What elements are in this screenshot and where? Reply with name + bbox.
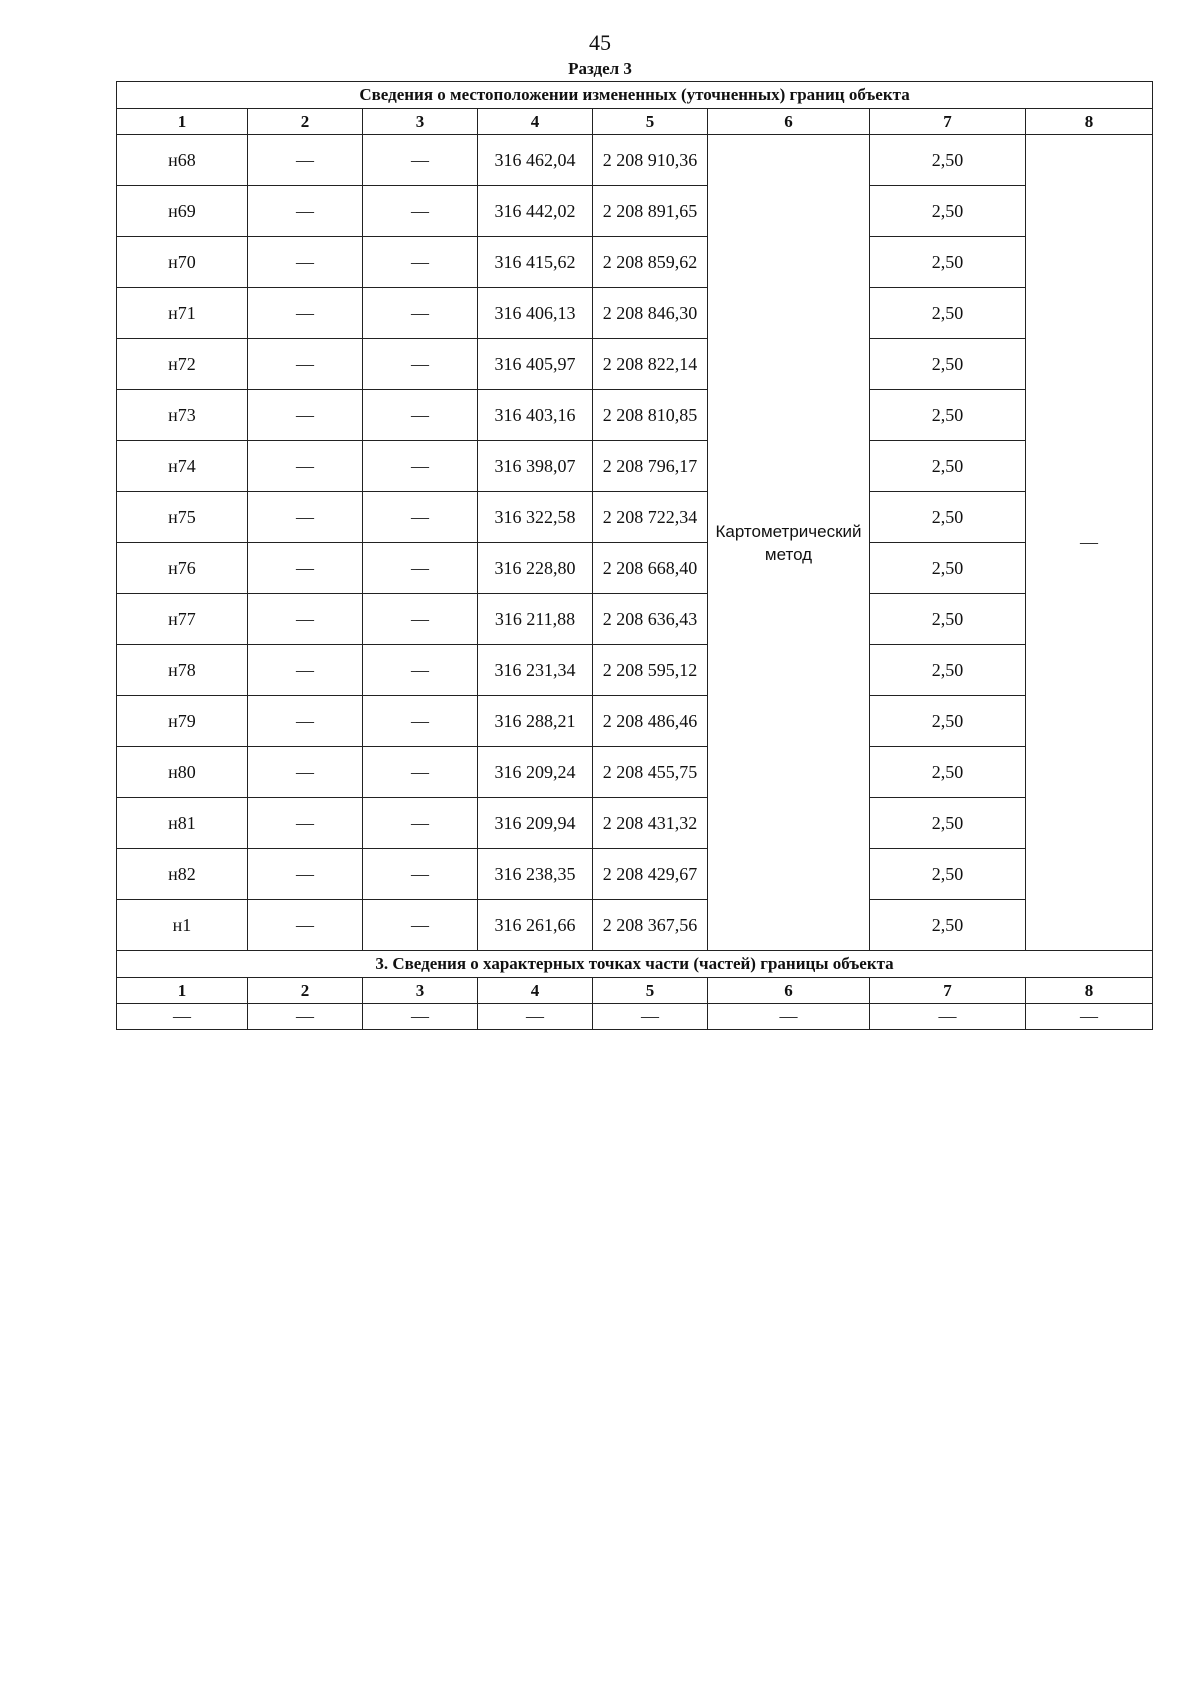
table-row	[117, 696, 1153, 747]
col2-cell: —	[248, 798, 363, 849]
column-header-row	[117, 109, 1153, 135]
y-coordinate-cell: 2 208 367,56	[593, 900, 708, 951]
point-cell: н73	[117, 390, 248, 441]
col3-cell: —	[363, 747, 478, 798]
table-row	[117, 390, 1153, 441]
table-row	[117, 849, 1153, 900]
accuracy-cell: 2,50	[870, 441, 1026, 492]
point-cell: н79	[117, 696, 248, 747]
col3-cell: —	[363, 135, 478, 186]
y-coordinate-cell: 2 208 455,75	[593, 747, 708, 798]
subsection-cell: —	[478, 1004, 593, 1030]
x-coordinate-cell: 316 405,97	[478, 339, 593, 390]
y-coordinate-cell: 2 208 910,36	[593, 135, 708, 186]
page-number: 45	[589, 30, 611, 55]
col3-cell: —	[363, 441, 478, 492]
x-coordinate-cell: 316 288,21	[478, 696, 593, 747]
subsection-title: 3. Сведения о характерных точках части (частей) границы объекта	[117, 951, 1153, 978]
subsection-cell: —	[708, 1004, 870, 1030]
subsection-header-8: 8	[1026, 978, 1153, 1004]
col2-cell: —	[248, 645, 363, 696]
column-header-5: 5	[593, 109, 708, 135]
col3-cell: —	[363, 849, 478, 900]
table-row	[117, 645, 1153, 696]
y-coordinate-cell: 2 208 431,32	[593, 798, 708, 849]
subsection-cell: —	[363, 1004, 478, 1030]
table-row	[117, 339, 1153, 390]
point-cell: н75	[117, 492, 248, 543]
y-coordinate-cell: 2 208 486,46	[593, 696, 708, 747]
col2-cell: —	[248, 237, 363, 288]
x-coordinate-cell: 316 406,13	[478, 288, 593, 339]
point-cell: н80	[117, 747, 248, 798]
col3-cell: —	[363, 339, 478, 390]
accuracy-cell: 2,50	[870, 849, 1026, 900]
table-row	[117, 441, 1153, 492]
col2-cell: —	[248, 849, 363, 900]
y-coordinate-cell: 2 208 668,40	[593, 543, 708, 594]
table-row	[117, 135, 1153, 186]
col3-cell: —	[363, 645, 478, 696]
x-coordinate-cell: 316 261,66	[478, 900, 593, 951]
x-coordinate-cell: 316 228,80	[478, 543, 593, 594]
col2-cell: —	[248, 900, 363, 951]
point-cell: н74	[117, 441, 248, 492]
column-header-8: 8	[1026, 109, 1153, 135]
y-coordinate-cell: 2 208 891,65	[593, 186, 708, 237]
col3-cell: —	[363, 492, 478, 543]
x-coordinate-cell: 316 238,35	[478, 849, 593, 900]
col2-cell: —	[248, 390, 363, 441]
table-title: Сведения о местоположении измененных (уточненных) границ объекта	[117, 82, 1153, 109]
table-row	[117, 798, 1153, 849]
x-coordinate-cell: 316 403,16	[478, 390, 593, 441]
point-cell: н82	[117, 849, 248, 900]
y-coordinate-cell: 2 208 722,34	[593, 492, 708, 543]
subsection-row	[117, 1004, 1153, 1030]
subsection-header-2: 2	[248, 978, 363, 1004]
col3-cell: —	[363, 543, 478, 594]
x-coordinate-cell: 316 462,04	[478, 135, 593, 186]
y-coordinate-cell: 2 208 636,43	[593, 594, 708, 645]
point-cell: н76	[117, 543, 248, 594]
accuracy-cell: 2,50	[870, 237, 1026, 288]
y-coordinate-cell: 2 208 859,62	[593, 237, 708, 288]
point-cell: н70	[117, 237, 248, 288]
point-cell: н68	[117, 135, 248, 186]
point-cell: н1	[117, 900, 248, 951]
point-cell: н77	[117, 594, 248, 645]
accuracy-cell: 2,50	[870, 492, 1026, 543]
y-coordinate-cell: 2 208 796,17	[593, 441, 708, 492]
point-cell: н71	[117, 288, 248, 339]
subsection-header-4: 4	[478, 978, 593, 1004]
col8-cell: —	[1026, 135, 1153, 951]
col3-cell: —	[363, 900, 478, 951]
column-header-4: 4	[478, 109, 593, 135]
col2-cell: —	[248, 594, 363, 645]
column-header-7: 7	[870, 109, 1026, 135]
subsection-header-5: 5	[593, 978, 708, 1004]
accuracy-cell: 2,50	[870, 543, 1026, 594]
accuracy-cell: 2,50	[870, 135, 1026, 186]
col2-cell: —	[248, 492, 363, 543]
column-header-6: 6	[708, 109, 870, 135]
subsection-cell: —	[248, 1004, 363, 1030]
col2-cell: —	[248, 441, 363, 492]
table-row	[117, 543, 1153, 594]
y-coordinate-cell: 2 208 822,14	[593, 339, 708, 390]
col2-cell: —	[248, 186, 363, 237]
col3-cell: —	[363, 696, 478, 747]
subsection-header-1: 1	[117, 978, 248, 1004]
accuracy-cell: 2,50	[870, 645, 1026, 696]
point-cell: н78	[117, 645, 248, 696]
subsection-header-6: 6	[708, 978, 870, 1004]
x-coordinate-cell: 316 209,94	[478, 798, 593, 849]
subsection-header-7: 7	[870, 978, 1026, 1004]
subsection-header-3: 3	[363, 978, 478, 1004]
x-coordinate-cell: 316 415,62	[478, 237, 593, 288]
table-row	[117, 186, 1153, 237]
y-coordinate-cell: 2 208 846,30	[593, 288, 708, 339]
column-header-1: 1	[117, 109, 248, 135]
col3-cell: —	[363, 237, 478, 288]
y-coordinate-cell: 2 208 429,67	[593, 849, 708, 900]
accuracy-cell: 2,50	[870, 594, 1026, 645]
col3-cell: —	[363, 288, 478, 339]
subsection-cell: —	[1026, 1004, 1153, 1030]
col2-cell: —	[248, 339, 363, 390]
accuracy-cell: 2,50	[870, 747, 1026, 798]
accuracy-cell: 2,50	[870, 798, 1026, 849]
point-cell: н69	[117, 186, 248, 237]
col2-cell: —	[248, 135, 363, 186]
x-coordinate-cell: 316 209,24	[478, 747, 593, 798]
table-row	[117, 900, 1153, 951]
accuracy-cell: 2,50	[870, 390, 1026, 441]
x-coordinate-cell: 316 442,02	[478, 186, 593, 237]
column-header-2: 2	[248, 109, 363, 135]
table-row	[117, 747, 1153, 798]
x-coordinate-cell: 316 398,07	[478, 441, 593, 492]
y-coordinate-cell: 2 208 595,12	[593, 645, 708, 696]
accuracy-cell: 2,50	[870, 696, 1026, 747]
x-coordinate-cell: 316 322,58	[478, 492, 593, 543]
table-row	[117, 288, 1153, 339]
col3-cell: —	[363, 390, 478, 441]
table-row	[117, 492, 1153, 543]
boundary-table	[116, 81, 1153, 1030]
col2-cell: —	[248, 543, 363, 594]
column-header-3: 3	[363, 109, 478, 135]
x-coordinate-cell: 316 211,88	[478, 594, 593, 645]
subsection-cell: —	[593, 1004, 708, 1030]
method-cell: Картометрический метод	[708, 135, 870, 951]
accuracy-cell: 2,50	[870, 288, 1026, 339]
col2-cell: —	[248, 747, 363, 798]
table-row	[117, 594, 1153, 645]
accuracy-cell: 2,50	[870, 900, 1026, 951]
y-coordinate-cell: 2 208 810,85	[593, 390, 708, 441]
col3-cell: —	[363, 798, 478, 849]
x-coordinate-cell: 316 231,34	[478, 645, 593, 696]
col2-cell: —	[248, 696, 363, 747]
accuracy-cell: 2,50	[870, 339, 1026, 390]
point-cell: н72	[117, 339, 248, 390]
col3-cell: —	[363, 186, 478, 237]
col2-cell: —	[248, 288, 363, 339]
subsection-cell: —	[117, 1004, 248, 1030]
accuracy-cell: 2,50	[870, 186, 1026, 237]
col3-cell: —	[363, 594, 478, 645]
subsection-header-row	[117, 978, 1153, 1004]
subsection-cell: —	[870, 1004, 1026, 1030]
point-cell: н81	[117, 798, 248, 849]
table-row	[117, 237, 1153, 288]
section-title: Раздел 3	[568, 59, 632, 78]
